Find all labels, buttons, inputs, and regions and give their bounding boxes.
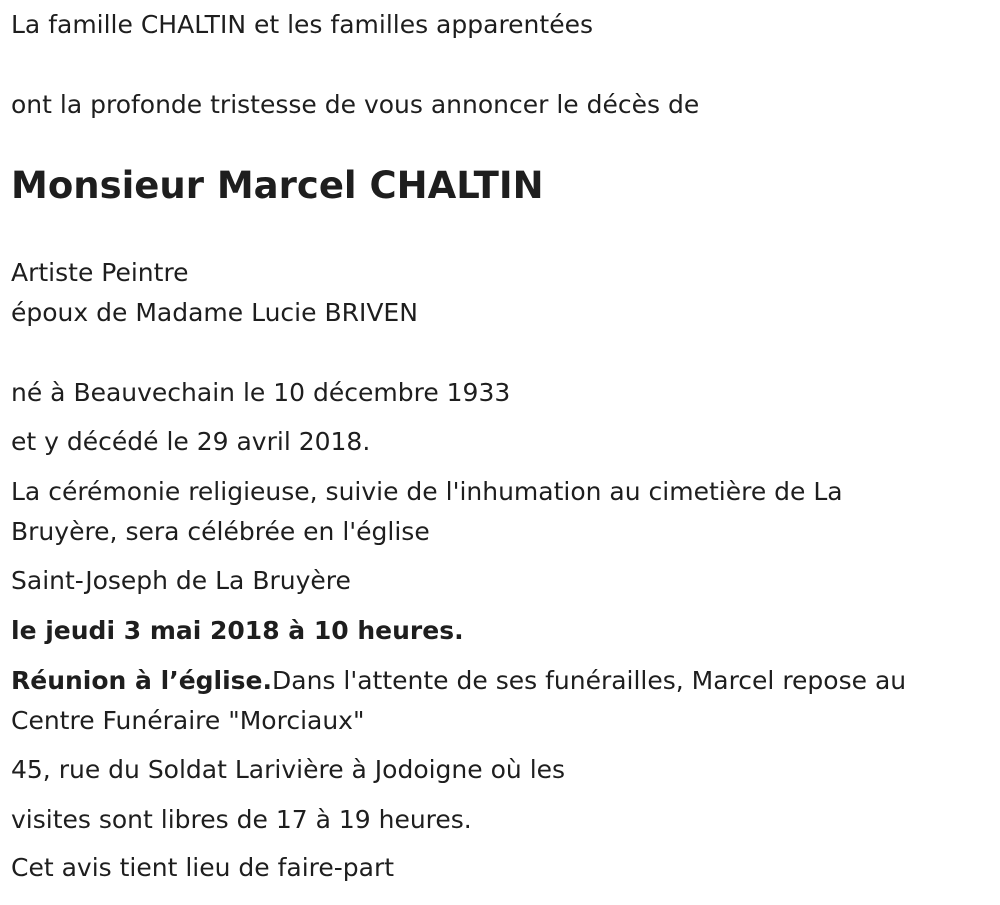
death-line: et y décédé le 29 avril 2018. — [11, 427, 371, 456]
ceremony-paragraph: La cérémonie religieuse, suivie de l'inhumation au cimetière de La Bruyère, sera célébrée en l'église — [11, 477, 843, 546]
family-line: La famille CHALTIN et les familles apparentées — [11, 10, 593, 39]
meeting-label: Réunion à l’église. — [11, 666, 273, 695]
closing-line: Cet avis tient lieu de faire-part — [11, 853, 395, 882]
rest-text: Dans l'attente de ses funérailles, Marcel repose au Centre Funéraire "Morciaux" — [11, 666, 907, 735]
birth-line: né à Beauvechain le 10 décembre 1933 — [11, 378, 511, 407]
profession-line: Artiste Peintre — [11, 258, 189, 287]
announce-line: ont la profonde tristesse de vous annoncer le décès de — [11, 90, 700, 119]
deceased-name: Monsieur Marcel CHALTIN — [11, 164, 544, 207]
meeting-paragraph — [11, 661, 951, 741]
spouse-line: époux de Madame Lucie BRIVEN — [11, 298, 418, 327]
ceremony-date-time: le jeudi 3 mai 2018 à 10 heures. — [11, 616, 464, 645]
address-line: 45, rue du Soldat Larivière à Jodoigne où les — [11, 755, 566, 784]
church-line: Saint-Joseph de La Bruyère — [11, 566, 351, 595]
visits-line: visites sont libres de 17 à 19 heures. — [11, 805, 472, 834]
